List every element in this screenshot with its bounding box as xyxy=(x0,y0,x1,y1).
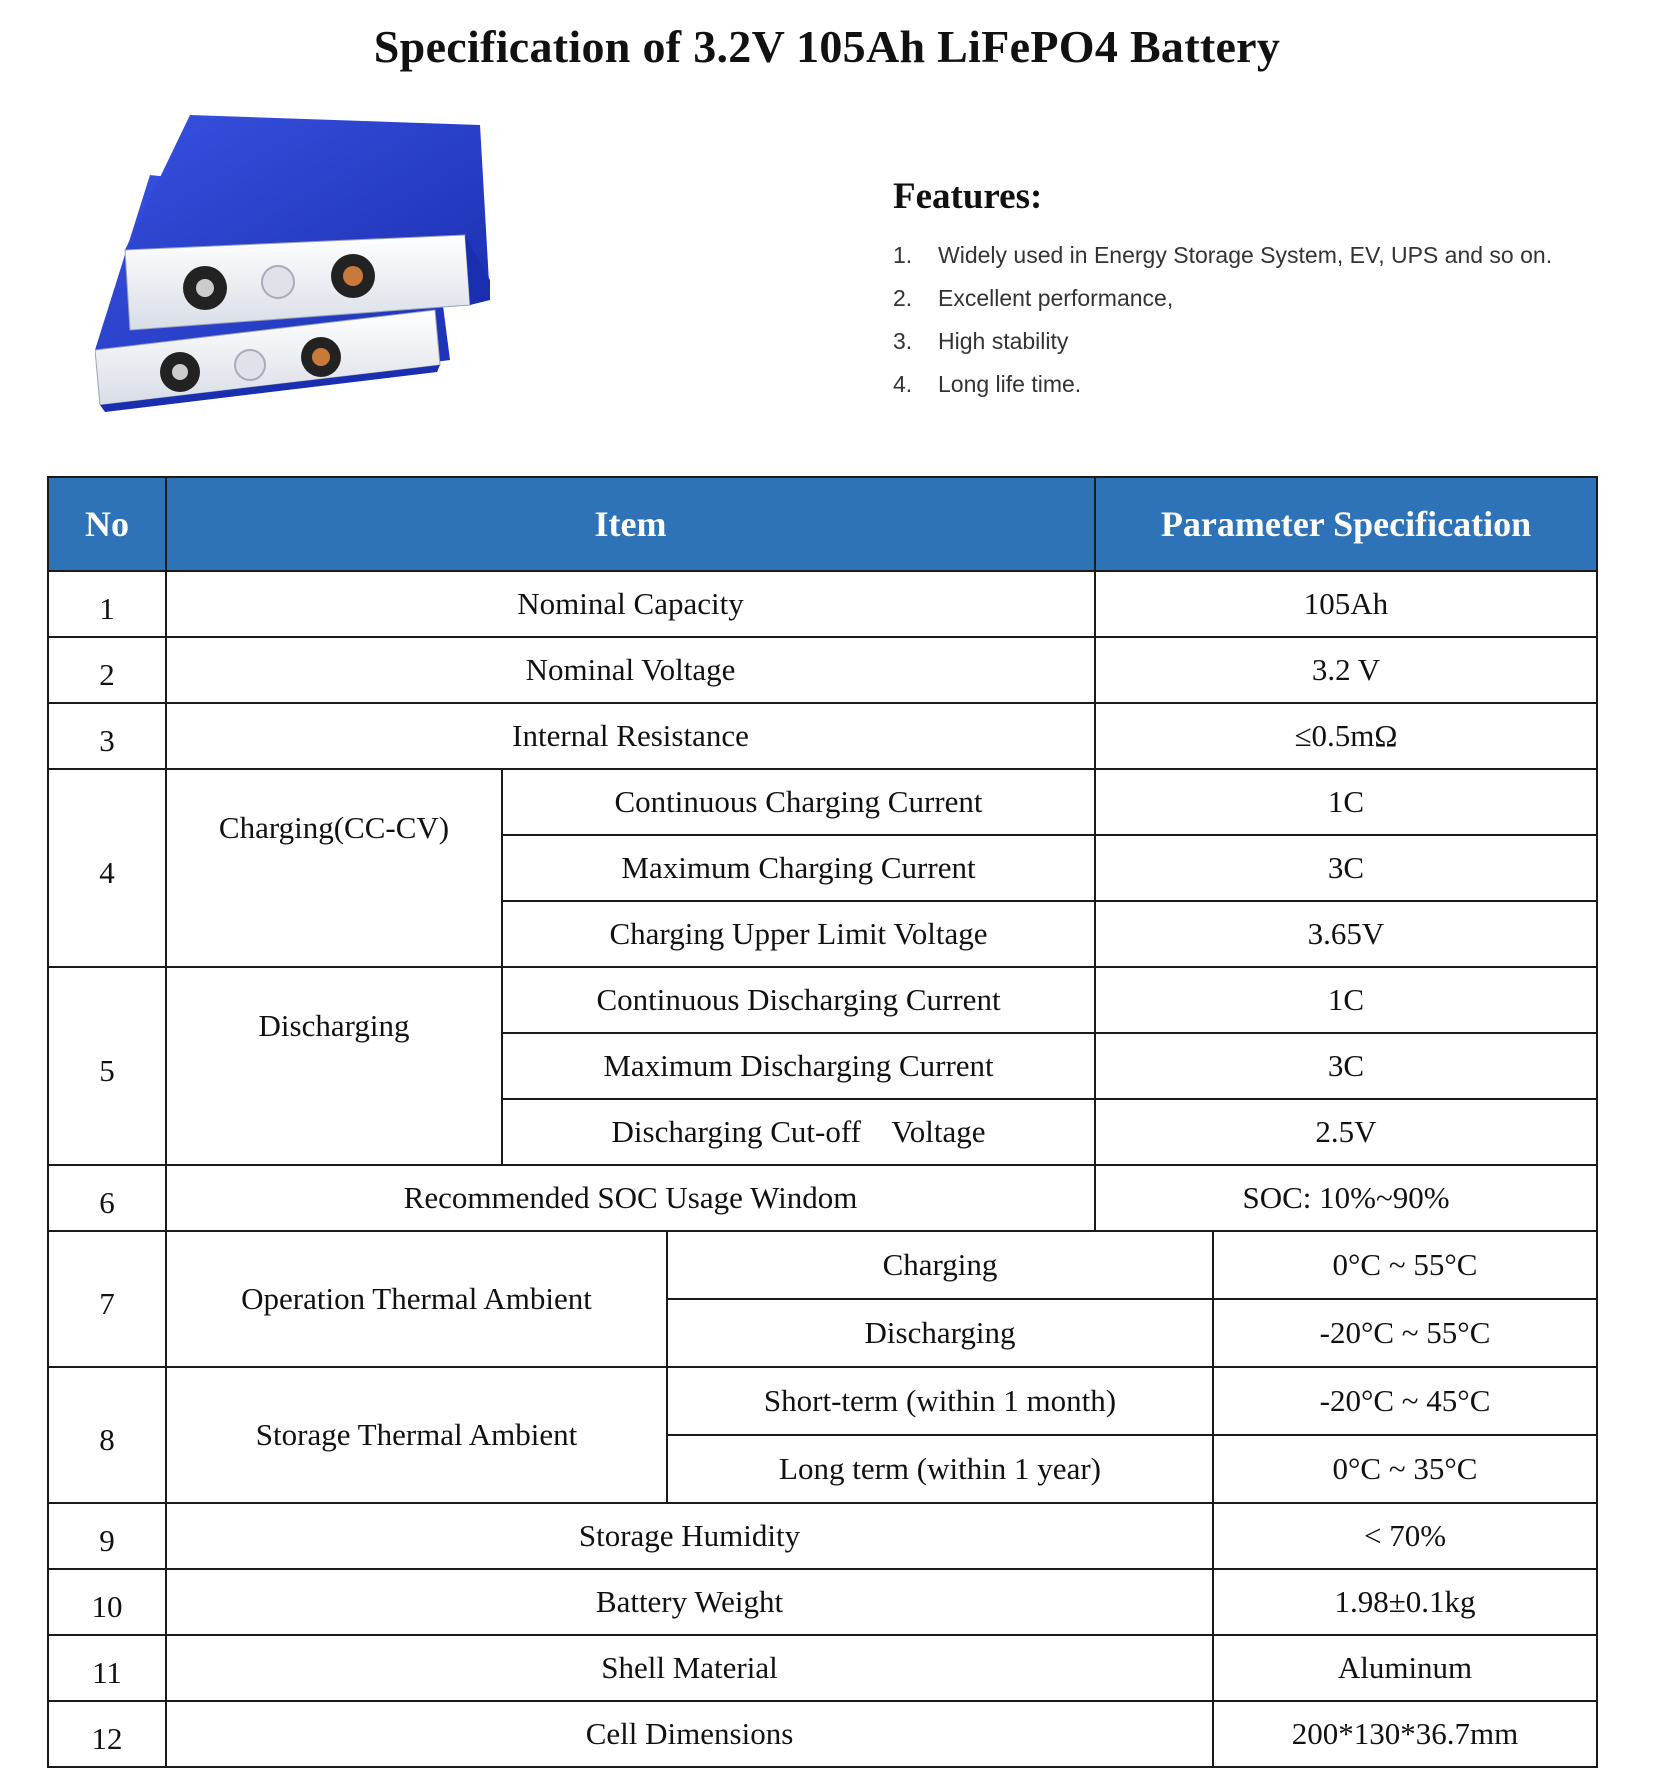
row-value: 105Ah xyxy=(1095,571,1597,637)
table-row xyxy=(48,1503,1597,1569)
row-no: 7 xyxy=(48,1231,166,1367)
row-sub-item: Maximum Discharging Current xyxy=(502,1033,1095,1099)
row-item: Nominal Capacity xyxy=(166,571,1095,637)
table-row xyxy=(48,769,1597,835)
row-no: 8 xyxy=(48,1367,166,1503)
row-sub-item: Continuous Charging Current xyxy=(502,769,1095,835)
features-heading: Features: xyxy=(893,176,1043,217)
battery-product-image xyxy=(95,110,495,450)
row-value: 1C xyxy=(1095,967,1597,1033)
row-value: ≤0.5mΩ xyxy=(1095,703,1597,769)
row-item: Recommended SOC Usage Windom xyxy=(166,1165,1095,1231)
header-no: No xyxy=(48,477,166,571)
row-value: 1.98±0.1kg xyxy=(1213,1569,1597,1635)
row-value: 3.2 V xyxy=(1095,637,1597,703)
spec-table xyxy=(47,476,1598,1768)
row-value: -20°C ~ 45°C xyxy=(1213,1367,1597,1435)
row-no: 5 xyxy=(48,967,166,1165)
row-value: 3.65V xyxy=(1095,901,1597,967)
row-value: SOC: 10%~90% xyxy=(1095,1165,1597,1231)
row-sub-item: Maximum Charging Current xyxy=(502,835,1095,901)
table-row xyxy=(48,967,1597,1033)
row-no: 12 xyxy=(48,1701,166,1767)
row-group: Operation Thermal Ambient xyxy=(166,1231,667,1367)
row-item: Storage Humidity xyxy=(166,1503,1213,1569)
row-sub-item: Long term (within 1 year) xyxy=(667,1435,1213,1503)
row-item: Battery Weight xyxy=(166,1569,1213,1635)
table-row xyxy=(48,637,1597,703)
features-list xyxy=(893,242,1552,414)
table-row xyxy=(48,571,1597,637)
row-item: Internal Resistance xyxy=(166,703,1095,769)
table-row xyxy=(48,1367,1597,1435)
feature-item: 4. Long life time. xyxy=(893,371,1082,397)
table-row xyxy=(48,1165,1597,1231)
feature-item: 3. High stability xyxy=(893,328,1069,354)
row-item: Nominal Voltage xyxy=(166,637,1095,703)
row-value: 200*130*36.7mm xyxy=(1213,1701,1597,1767)
row-no: 3 xyxy=(48,703,166,769)
row-no: 1 xyxy=(48,571,166,637)
row-no: 9 xyxy=(48,1503,166,1569)
row-sub-item: Discharging Cut-off Voltage xyxy=(502,1099,1095,1165)
row-value: 0°C ~ 55°C xyxy=(1213,1231,1597,1299)
table-row xyxy=(48,703,1597,769)
row-value: 3C xyxy=(1095,835,1597,901)
row-value: 2.5V xyxy=(1095,1099,1597,1165)
row-item: Cell Dimensions xyxy=(166,1701,1213,1767)
table-header-row xyxy=(48,477,1597,571)
row-item: Shell Material xyxy=(166,1635,1213,1701)
row-no: 6 xyxy=(48,1165,166,1231)
page-title: Specification of 3.2V 105Ah LiFePO4 Battery xyxy=(373,21,1281,72)
table-row xyxy=(48,1231,1597,1299)
row-value: 3C xyxy=(1095,1033,1597,1099)
feature-item: 2. Excellent performance, xyxy=(893,285,1174,311)
row-group: Storage Thermal Ambient xyxy=(166,1367,667,1503)
row-no: 2 xyxy=(48,637,166,703)
row-group: Charging(CC-CV) xyxy=(166,769,502,967)
row-sub-item: Charging Upper Limit Voltage xyxy=(502,901,1095,967)
row-sub-item: Charging xyxy=(667,1231,1213,1299)
row-sub-item: Short-term (within 1 month) xyxy=(667,1367,1213,1435)
row-value: < 70% xyxy=(1213,1503,1597,1569)
row-value: 0°C ~ 35°C xyxy=(1213,1435,1597,1503)
features-section xyxy=(893,175,1552,414)
row-value: Aluminum xyxy=(1213,1635,1597,1701)
feature-item: 1. Widely used in Energy Storage System, EV, UPS and so on. xyxy=(893,242,1553,268)
row-no: 10 xyxy=(48,1569,166,1635)
header-param: Parameter Specification xyxy=(1095,477,1597,571)
table-row xyxy=(48,1569,1597,1635)
table-row xyxy=(48,1701,1597,1767)
row-no: 4 xyxy=(48,769,166,967)
row-sub-item: Continuous Discharging Current xyxy=(502,967,1095,1033)
header-item: Item xyxy=(166,477,1095,571)
table-row xyxy=(48,1635,1597,1701)
row-group: Discharging xyxy=(166,967,502,1165)
row-no: 11 xyxy=(48,1635,166,1701)
row-value: -20°C ~ 55°C xyxy=(1213,1299,1597,1367)
row-sub-item: Discharging xyxy=(667,1299,1213,1367)
row-value: 1C xyxy=(1095,769,1597,835)
